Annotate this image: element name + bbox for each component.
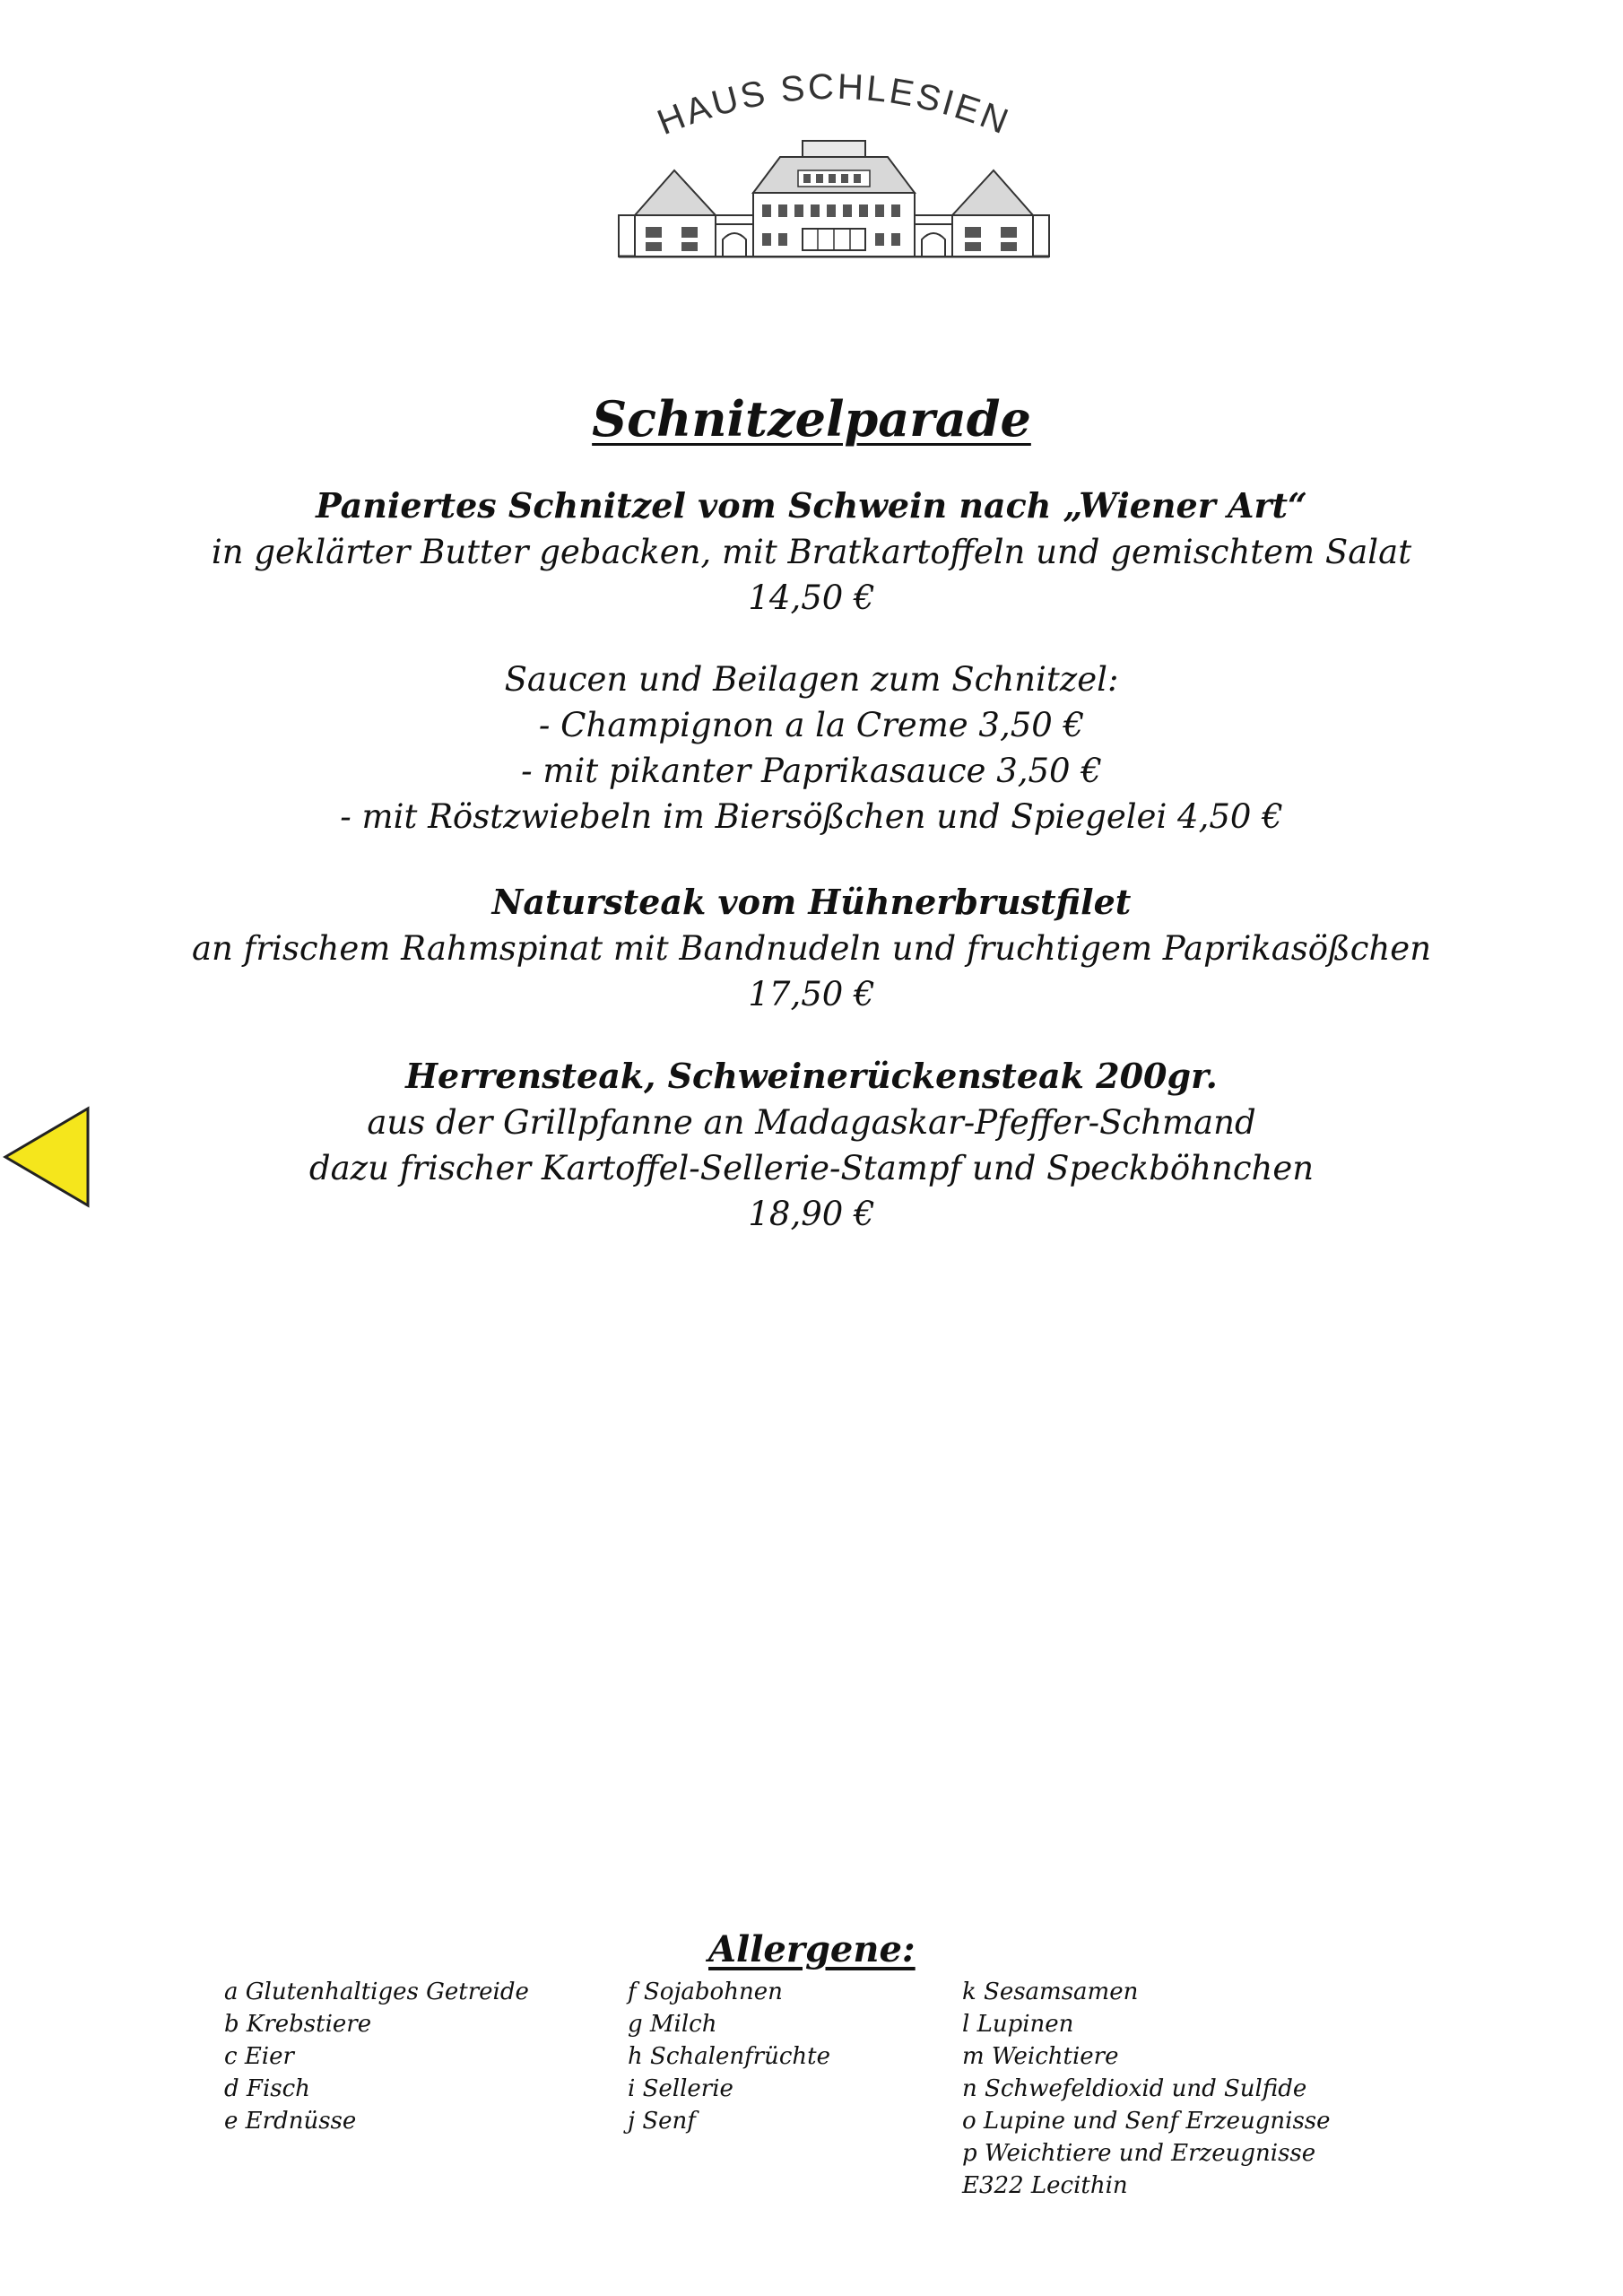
allergen-column-3 — [962, 1976, 1331, 2202]
allergen-item: g Milch — [628, 2011, 717, 2038]
dish-name: Herrensteak, Schweinerückensteak 200gr. — [405, 1056, 1218, 1096]
allergen-item: b Krebstiere — [224, 2011, 372, 2038]
dish-price: 18,90 € — [748, 1195, 875, 1233]
svg-text:HAUS SCHLESIEN: HAUS SCHLESIEN — [652, 66, 1016, 144]
dish-description: in geklärter Butter gebacken, mit Bratkartoffeln und gemischtem Salat — [211, 533, 1412, 571]
extras-heading: Saucen und Beilagen zum Schnitzel: — [504, 660, 1119, 699]
dish-name: Paniertes Schnitzel vom Schwein nach „Wiener Art“ — [316, 485, 1307, 526]
allergen-item: l Lupinen — [962, 2011, 1074, 2038]
dish-price: 17,50 € — [748, 975, 875, 1013]
dish-chicken-steak — [0, 879, 1623, 1017]
allergen-item: d Fisch — [224, 2075, 310, 2102]
allergen-item: n Schwefeldioxid und Sulfide — [962, 2075, 1307, 2102]
menu-title: Schnitzelparade — [592, 390, 1031, 448]
allergen-item: f Sojabohnen — [628, 1979, 783, 2005]
extras-item: - mit Röstzwiebeln im Biersößchen und Spiegelei 4,50 € — [340, 797, 1283, 836]
allergen-item: o Lupine und Senf Erzeugnisse — [962, 2108, 1331, 2135]
menu-body — [0, 483, 1623, 1273]
allergen-item: k Sesamsamen — [962, 1979, 1139, 2005]
dish-description: an frischem Rahmspinat mit Bandnudeln und fruchtigem Paprikasößchen — [191, 929, 1432, 968]
allergen-item: a Glutenhaltiges Getreide — [224, 1979, 529, 2005]
allergen-item: e Erdnüsse — [224, 2108, 357, 2135]
haus-schlesien-logo — [610, 58, 1058, 265]
dish-description: dazu frischer Kartoffel-Sellerie-Stampf und Speckböhnchen — [308, 1149, 1315, 1187]
dish-description: aus der Grillpfanne an Madagaskar-Pfeffer-Schmand — [367, 1103, 1256, 1142]
allergen-item: m Weichtiere — [962, 2043, 1119, 2070]
allergens-heading: Allergene: — [708, 1928, 916, 1970]
allergen-column-2 — [628, 1976, 830, 2137]
allergen-item: i Sellerie — [628, 2075, 733, 2102]
allergen-item: j Senf — [628, 2108, 696, 2135]
allergen-column-1 — [224, 1976, 529, 2137]
allergen-item: h Schalenfrüchte — [628, 2043, 831, 2070]
dish-herrensteak — [0, 1053, 1623, 1237]
allergen-item: E322 Lecithin — [962, 2172, 1128, 2199]
allergen-item: p Weichtiere und Erzeugnisse — [962, 2140, 1316, 2167]
yellow-triangle-marker-icon[interactable] — [2, 1105, 91, 1209]
sauces-and-sides — [0, 657, 1623, 839]
extras-item: - mit pikanter Paprikasauce 3,50 € — [521, 752, 1102, 790]
dish-price: 14,50 € — [748, 578, 875, 617]
dish-wiener-schnitzel — [0, 483, 1623, 621]
building-logo-icon — [610, 58, 1058, 265]
allergen-item: c Eier — [224, 2043, 294, 2070]
extras-item: - Champignon a la Creme 3,50 € — [538, 706, 1085, 744]
dish-name: Natursteak vom Hühnerbrustfilet — [491, 882, 1132, 922]
